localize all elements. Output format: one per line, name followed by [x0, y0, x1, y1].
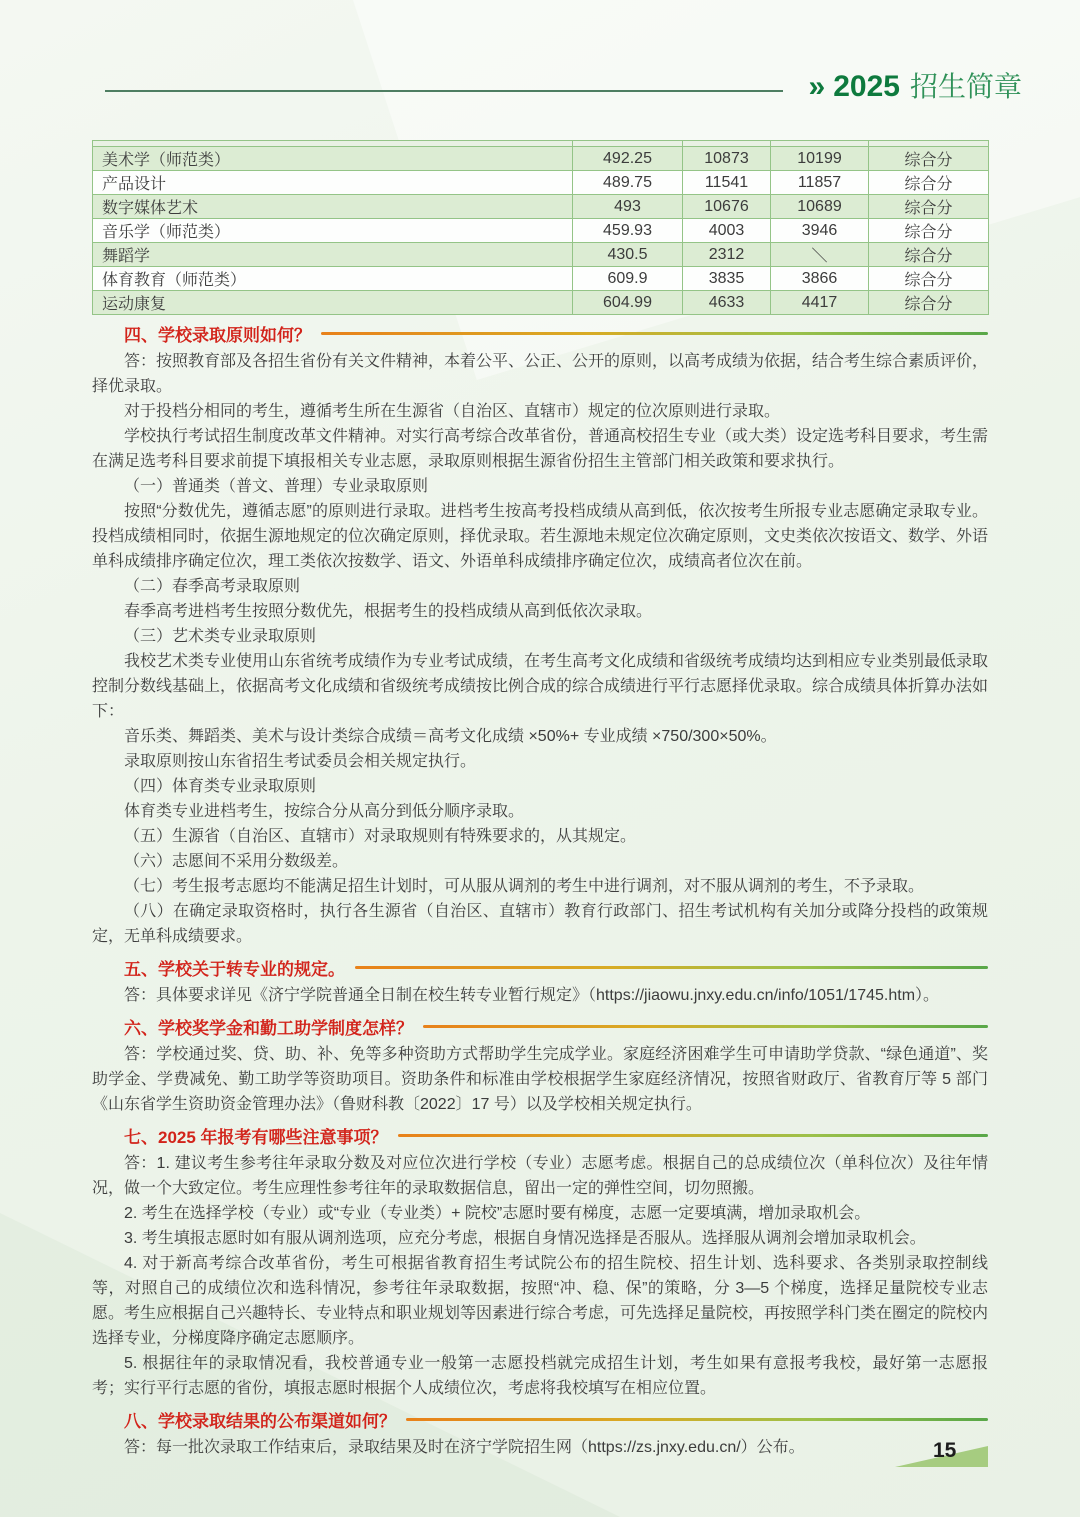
section-header — [92, 322, 988, 345]
brand — [809, 72, 1022, 102]
page-number-wedge — [895, 1439, 988, 1467]
paragraph: 5. 根据往年的录取情况看，我校普通专业一般第一志愿投档就完成招生计划，考生如果有意报考我校，最好第一志愿报考；实行平行志愿的省份，填报志愿时根据个人成绩位次，考虑将我校填写在相应位置。 — [92, 1355, 988, 1397]
rank1-cell: 4633 — [683, 291, 771, 315]
major-cell: 运动康复 — [93, 291, 573, 315]
score-cell: 493 — [573, 195, 683, 219]
section-header — [92, 1124, 988, 1147]
paragraph: （三）艺术类专业录取原则 — [124, 628, 317, 645]
table-row — [93, 243, 989, 267]
major-cell: 美术学（师范类） — [93, 147, 573, 171]
paragraph: 学校执行考试招生制度改革文件精神。对实行高考综合改革省份，普通高校招生专业（或大类）设定选考科目要求，考生需在满足选考科目要求前提下填报相关专业志愿，录取原则根据生源省份招生主管部门相关政策和要求执行。 — [92, 428, 989, 470]
category-cell: 综合分 — [869, 243, 989, 267]
score-cell: 459.93 — [573, 219, 683, 243]
rank2-cell: 4417 — [771, 291, 869, 315]
rank1-cell: 11541 — [683, 171, 771, 195]
paragraph: 答：1. 建议考生参考往年录取分数及对应位次进行学校（专业）志愿考虑。根据自己的总成绩位次（单科位次）及往年情况，做一个大致定位。考生应理性参考往年的录取数据信息，留出一定的弹性空间，切勿照搬。 — [92, 1155, 988, 1197]
paragraph: （二）春季高考录取原则 — [124, 578, 301, 595]
paragraph: 3. 考生填报志愿时如有服从调剂选项，应充分考虑，根据自身情况选择是否服从。选择服从调剂会增加录取机会。 — [124, 1230, 926, 1247]
paragraph: 春季高考进档考生按照分数优先，根据考生的投档成绩从高到低依次录取。 — [124, 603, 653, 620]
section-heading: 八、学校录取结果的公布渠道如何？ — [124, 1412, 396, 1431]
paragraph: （八）在确定录取资格时，执行各生源省（自治区、直辖市）教育行政部门、招生考试机构有关加分或降分投档的政策规定，无单科成绩要求。 — [92, 903, 988, 945]
section-rule — [423, 1025, 988, 1028]
major-cell: 数字媒体艺术 — [93, 195, 573, 219]
page-content — [92, 140, 988, 1460]
table-row — [93, 195, 989, 219]
paragraph: 录取原则按山东省招生考试委员会相关规定执行。 — [124, 753, 477, 770]
score-cell: 489.75 — [573, 171, 683, 195]
rank2-cell: 10199 — [771, 147, 869, 171]
rank2-cell: 11857 — [771, 171, 869, 195]
section-rule — [321, 332, 988, 335]
rank1-cell: 10873 — [683, 147, 771, 171]
paragraph: 按照“分数优先，遵循志愿”的原则进行录取。进档考生按高考投档成绩从高到低，依次按考生所报专业志愿确定录取专业。投档成绩相同时，依据生源地规定的位次确定原则，择优录取。若生源地未规定位次确定原则，文史类依次按语文、数学、外语单科成绩排序确定位次，理工类依次按数学、语文、外语单科成绩排序确定位次，成绩高者位次在前。 — [92, 503, 989, 570]
table-row — [93, 147, 989, 171]
paragraph: （一）普通类（普文、普理）专业录取原则 — [124, 478, 429, 495]
major-cell: 音乐学（师范类） — [93, 219, 573, 243]
major-cell: 舞蹈学 — [93, 243, 573, 267]
paragraph: 音乐类、舞蹈类、美术与设计类综合成绩＝高考文化成绩 ×50%+ 专业成绩 ×750/300×50%。 — [124, 728, 777, 745]
admission-scores-table — [92, 140, 989, 315]
paragraph: 答：每一批次录取工作结束后，录取结果及时在济宁学院招生网（https://zs.jnxy.edu.cn/）公布。 — [124, 1439, 805, 1456]
rank2-cell: ＼ — [771, 243, 869, 267]
section-rule — [398, 1134, 988, 1137]
category-cell: 综合分 — [869, 195, 989, 219]
paragraph: 对于投档分相同的考生，遵循考生所在生源省（自治区、直辖市）规定的位次原则进行录取。 — [124, 403, 781, 420]
table-row — [93, 267, 989, 291]
rank1-cell: 4003 — [683, 219, 771, 243]
paragraph: 2. 考生在选择学校（专业）或“专业（专业类）+ 院校”志愿时要有梯度，志愿一定要填满，增加录取机会。 — [124, 1205, 871, 1222]
double-chevron-icon: » — [808, 70, 820, 103]
major-cell: 体育教育（师范类） — [93, 267, 573, 291]
rank1-cell: 2312 — [683, 243, 771, 267]
score-cell: 609.9 — [573, 267, 683, 291]
section-heading: 五、学校关于转专业的规定。 — [124, 960, 345, 979]
paragraph: （六）志愿间不采用分数级差。 — [124, 853, 349, 870]
section-heading: 七、2025 年报考有哪些注意事项？ — [124, 1128, 388, 1147]
section-rule — [355, 966, 988, 969]
brand-year: 2025 — [833, 70, 900, 103]
category-cell: 综合分 — [869, 147, 989, 171]
table-row — [93, 171, 989, 195]
category-cell: 综合分 — [869, 219, 989, 243]
rank1-cell: 10676 — [683, 195, 771, 219]
paragraph: 答：学校通过奖、贷、助、补、免等多种资助方式帮助学生完成学业。家庭经济困难学生可申请助学贷款、“绿色通道”、奖助学金、学费减免、勤工助学等资助项目。资助条件和标准由学校根据学生家庭经济情况，按照省财政厅、省教育厅等 5 部门《山东省学生资助资金管理办法》（鲁财科教〔2022〕17 号）以及学校相关规定执行。 — [92, 1046, 988, 1113]
brand-title: 招生简章 — [909, 71, 1022, 102]
rank2-cell: 3866 — [771, 267, 869, 291]
header-divider — [105, 90, 783, 92]
category-cell: 综合分 — [869, 171, 989, 195]
paragraph: 4. 对于新高考综合改革省份，考生可根据省教育招生考试院公布的招生院校、招生计划、选科要求、各类别录取控制线等，对照自己的成绩位次和选科情况，参考往年录取数据，按照“冲、稳、保”的策略，分 3—5 个梯度，选择足量院校专业志愿。考生应根据自己兴趣特长、专业特点和职业规划等因素进行综合考虑，可先选择足量院校，再按照学科门类在圈定的院校内选择专业，分梯度降序确定志愿顺序。 — [92, 1255, 989, 1347]
section-header — [92, 956, 988, 979]
paragraph: 答：按照教育部及各招生省份有关文件精神，本着公平、公正、公开的原则，以高考成绩为依据，结合考生综合素质评价，择优录取。 — [92, 353, 989, 395]
paragraph: （七）考生报考志愿均不能满足招生计划时，可从服从调剂的考生中进行调剂，对不服从调剂的考生，不予录取。 — [124, 878, 925, 895]
rank1-cell: 3835 — [683, 267, 771, 291]
paragraph: 我校艺术类专业使用山东省统考成绩作为专业考试成绩，在考生高考文化成绩和省级统考成绩均达到相应专业类别最低录取控制分数线基础上，依据高考文化成绩和省级统考成绩按比例合成的综合成绩进行平行志愿择优录取。综合成绩具体折算办法如下： — [92, 653, 989, 720]
score-cell: 604.99 — [573, 291, 683, 315]
section-heading: 六、学校奖学金和勤工助学制度怎样？ — [124, 1019, 413, 1038]
section-heading: 四、学校录取原则如何？ — [124, 326, 311, 345]
paragraph: （五）生源省（自治区、直辖市）对录取规则有特殊要求的，从其规定。 — [124, 828, 637, 845]
score-cell: 430.5 — [573, 243, 683, 267]
table-row — [93, 219, 989, 243]
rank2-cell: 10689 — [771, 195, 869, 219]
section-rule — [406, 1418, 988, 1421]
section-header — [92, 1408, 988, 1431]
score-cell: 492.25 — [573, 147, 683, 171]
category-cell: 综合分 — [869, 267, 989, 291]
paragraph: 答：具体要求详见《济宁学院普通全日制在校生转专业暂行规定》（https://jiaowu.jnxy.edu.cn/info/1051/1745.htm）。 — [124, 987, 940, 1004]
section-header — [92, 1015, 988, 1038]
category-cell: 综合分 — [869, 291, 989, 315]
major-cell: 产品设计 — [93, 171, 573, 195]
page-number: 15 — [933, 1439, 957, 1462]
rank2-cell: 3946 — [771, 219, 869, 243]
paragraph: 体育类专业进档考生，按综合分从高分到低分顺序录取。 — [124, 803, 525, 820]
table-row — [93, 291, 989, 315]
page-header — [0, 0, 1080, 120]
paragraph: （四）体育类专业录取原则 — [124, 778, 317, 795]
